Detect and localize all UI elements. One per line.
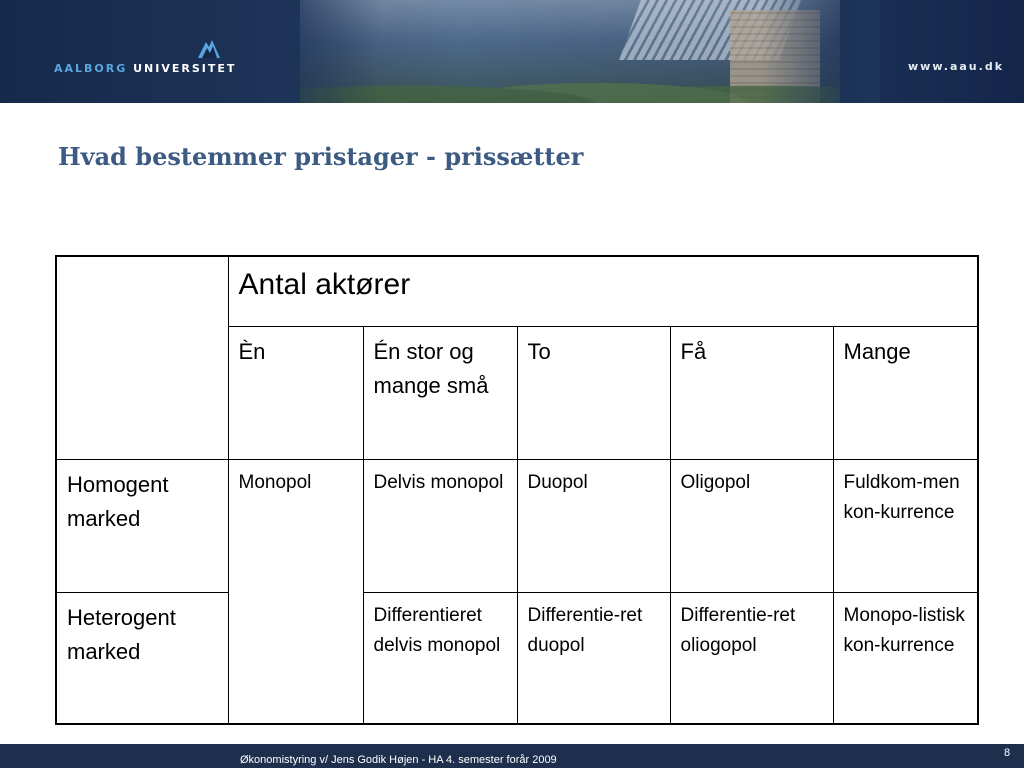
row-label: Homogent marked: [56, 459, 228, 592]
column-header: To: [517, 326, 670, 459]
column-header: Én stor og mange små: [363, 326, 517, 459]
column-header: Mange: [833, 326, 978, 459]
table-cell: Fuldkom-men kon-kurrence: [833, 459, 978, 592]
logo-word-universitet: UNIVERSITET: [133, 62, 237, 75]
campus-photo: [300, 0, 840, 103]
university-logo-icon: [196, 38, 222, 60]
website-url: www.aau.dk: [908, 60, 1005, 73]
footer-text: Økonomistyring v/ Jens Godik Højen - HA 4. semester forår 2009: [240, 754, 557, 766]
table-cell: Differentie-ret duopol: [517, 592, 670, 724]
header-banner: [0, 0, 1024, 103]
column-header: Få: [670, 326, 833, 459]
table-cell: Differentieret delvis monopol: [363, 592, 517, 724]
table-cell: Differentie-ret oliogopol: [670, 592, 833, 724]
table-cell: Monopol: [228, 459, 363, 724]
logo-word-aalborg: AALBORG: [54, 62, 128, 75]
table-header-row: [56, 256, 978, 326]
market-structure-table: [55, 255, 979, 725]
empty-corner-cell: [56, 256, 228, 459]
page-number: 8: [1004, 747, 1011, 759]
table-cell: Monopo-listisk kon-kurrence: [833, 592, 978, 724]
table-row: [56, 592, 978, 724]
slide-title: Hvad bestemmer pristager - prissætter: [58, 142, 584, 171]
column-header: Èn: [228, 326, 363, 459]
table-cell: Duopol: [517, 459, 670, 592]
row-label: Heterogent marked: [56, 592, 228, 724]
table-cell: Oligopol: [670, 459, 833, 592]
university-logo-text: [54, 62, 236, 75]
table-cell: Delvis monopol: [363, 459, 517, 592]
group-header-cell: Antal aktører: [228, 256, 978, 326]
footer-bar: [0, 744, 1024, 768]
table-row: [56, 459, 978, 592]
